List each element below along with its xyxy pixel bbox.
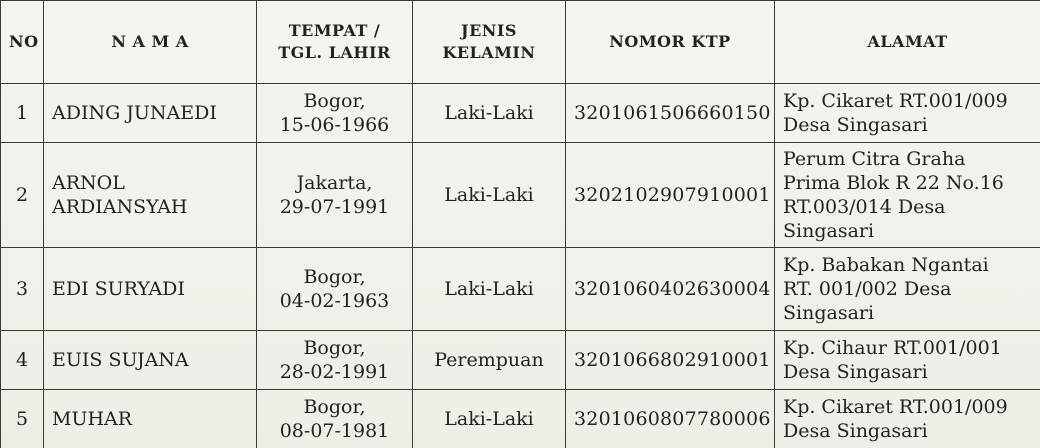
table-row: [1, 390, 1040, 448]
address-line: Desa Singasari: [783, 361, 928, 383]
address: [775, 331, 1040, 390]
ktp-number: 3201061506660150: [566, 84, 775, 143]
birth-place: Bogor,: [303, 90, 366, 112]
gender: Laki-Laki: [413, 84, 566, 143]
name-line: MUHAR: [52, 408, 133, 430]
address-line: Desa Singasari: [783, 420, 928, 442]
address: [775, 143, 1040, 248]
header-tgl-lahir-line: TGL. LAHIR: [278, 43, 391, 62]
address: [775, 84, 1040, 143]
row-number: 3: [1, 248, 44, 331]
address: [775, 248, 1040, 331]
birth-place: Jakarta,: [296, 172, 373, 194]
birth-place: Bogor,: [303, 266, 366, 288]
address-line: RT.003/014 Desa: [783, 196, 946, 218]
address: [775, 390, 1040, 448]
address-line: RT. 001/002 Desa: [783, 278, 952, 300]
birth-place: Bogor,: [303, 337, 366, 359]
name-line: ADING JUNAEDI: [52, 102, 217, 124]
name-line: ARDIANSYAH: [52, 196, 188, 218]
row-number: 2: [1, 143, 44, 248]
ktp-number: 3201060402630004: [566, 248, 775, 331]
gender: Laki-Laki: [413, 390, 566, 448]
birth-place-date: [257, 84, 413, 143]
birth-place-date: [257, 331, 413, 390]
address-line: Kp. Babakan Ngantai: [783, 254, 989, 276]
address-line: Desa Singasari: [783, 114, 928, 136]
resident-name: [44, 248, 257, 331]
birth-place-date: [257, 143, 413, 248]
row-number: 5: [1, 390, 44, 448]
birth-place-date: [257, 390, 413, 448]
address-line: Kp. Cihaur RT.001/001: [783, 337, 1002, 359]
header-jenis-kelamin: [413, 1, 566, 84]
resident-name: [44, 331, 257, 390]
address-line: Kp. Cikaret RT.001/009: [783, 90, 1008, 112]
resident-name: [44, 143, 257, 248]
ktp-number: 3201060807780006: [566, 390, 775, 448]
birth-date: 29-07-1991: [279, 196, 390, 218]
header-jenis-line: JENIS: [461, 21, 517, 40]
address-line: Singasari: [783, 220, 875, 242]
table-row: [1, 143, 1040, 248]
header-nama: N A M A: [44, 1, 257, 84]
name-line: ARNOL: [52, 172, 125, 194]
header-alamat: ALAMAT: [775, 1, 1040, 84]
birth-date: 15-06-1966: [279, 114, 390, 136]
name-line: EDI SURYADI: [52, 278, 185, 300]
header-no: NO: [1, 1, 44, 84]
header-nomor-ktp: NOMOR KTP: [566, 1, 775, 84]
header-tempat-line: TEMPAT /: [288, 21, 381, 40]
header-tempat-tgl-lahir: [257, 1, 413, 84]
name-line: EUIS SUJANA: [52, 349, 189, 371]
header-kelamin-line: KELAMIN: [442, 43, 536, 62]
gender: Laki-Laki: [413, 143, 566, 248]
birth-place: Bogor,: [303, 396, 366, 418]
address-line: Perum Citra Graha: [783, 148, 966, 170]
resident-name: [44, 84, 257, 143]
birth-date: 04-02-1963: [279, 290, 390, 312]
table-row: [1, 248, 1040, 331]
ktp-number: 3201066802910001: [566, 331, 775, 390]
birth-date: 08-07-1981: [279, 420, 390, 442]
birth-place-date: [257, 248, 413, 331]
address-line: Singasari: [783, 302, 875, 324]
address-line: Prima Blok R 22 No.16: [783, 172, 1004, 194]
table-row: [1, 331, 1040, 390]
gender: Laki-Laki: [413, 248, 566, 331]
table-row: [1, 84, 1040, 143]
resident-name: [44, 390, 257, 448]
birth-date: 28-02-1991: [279, 361, 390, 383]
row-number: 1: [1, 84, 44, 143]
row-number: 4: [1, 331, 44, 390]
address-line: Kp. Cikaret RT.001/009: [783, 396, 1008, 418]
gender: Perempuan: [413, 331, 566, 390]
ktp-number: 3202102907910001: [566, 143, 775, 248]
table-header-row: [1, 1, 1040, 84]
